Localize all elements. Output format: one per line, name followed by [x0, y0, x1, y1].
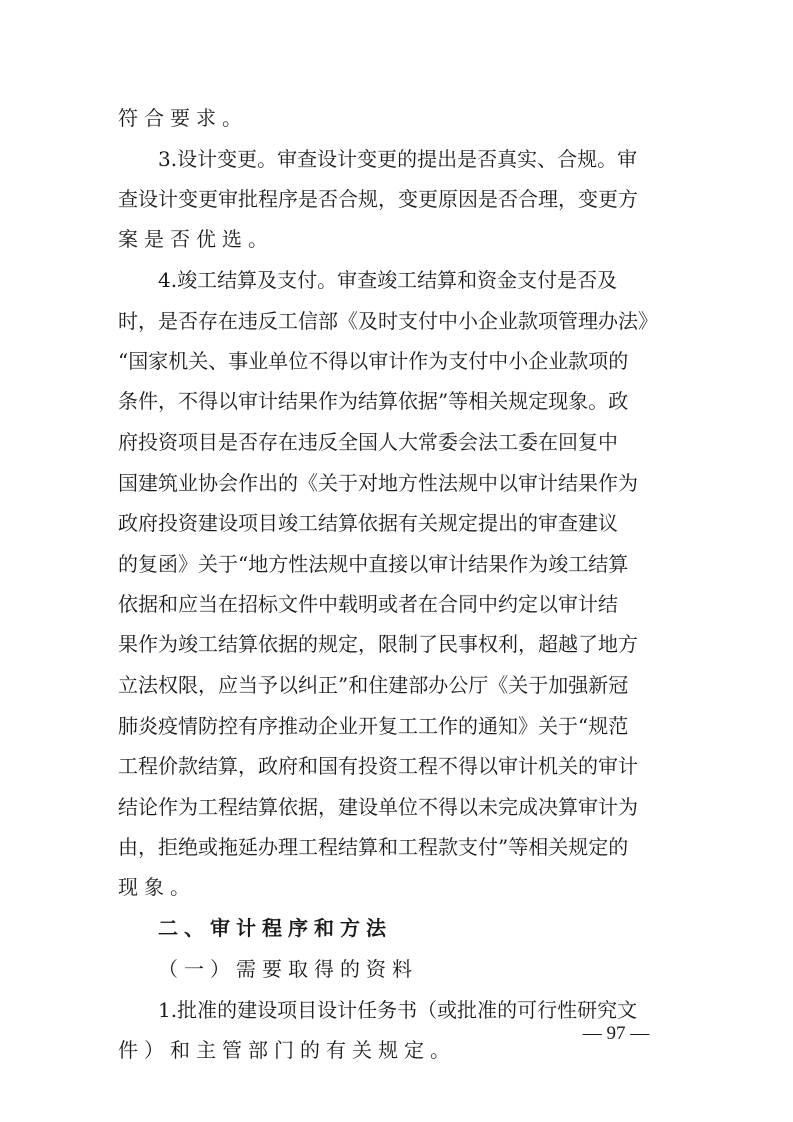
subsection-heading: （一）需要取得的资料: [158, 957, 418, 981]
paragraph-line: 现象。: [118, 875, 196, 899]
paragraph-line: “国家机关、事业单位不得以审计作为支付中小企业款项的: [118, 349, 629, 373]
paragraph-line: 查设计变更审批程序是否合规，变更原因是否合理，变更方: [118, 187, 638, 211]
paragraph-line: 的复函》关于“地方性法规中直接以审计结果作为竣工结算: [118, 552, 629, 576]
section-heading: 二、审计程序和方法: [158, 916, 392, 940]
paragraph-line: 果作为竣工结算依据的规定，限制了民事权利，超越了地方: [118, 632, 638, 656]
paragraph-line: 条件，不得以审计结果作为结算依据”等相关规定现象。政: [118, 389, 629, 413]
paragraph-line: 肺炎疫情防控有序推动企业开复工工作的通知》关于“规范: [118, 714, 629, 738]
paragraph-line: 3.设计变更。审查设计变更的提出是否真实、合规。审: [158, 147, 638, 171]
paragraph-line: 府投资项目是否存在违反全国人大常委会法工委在回复中: [118, 430, 618, 454]
paragraph-line: 案是否优选。: [118, 227, 274, 251]
paragraph-line: 国建筑业协会作出的《关于对地方性法规中以审计结果作为: [118, 471, 638, 495]
page-number: — 97 —: [582, 1023, 650, 1044]
paragraph-line: 4.竣工结算及支付。审查竣工结算和资金支付是否及: [158, 268, 618, 292]
paragraph-line: 1.批准的建设项目设计任务书（或批准的可行性研究文: [158, 998, 638, 1022]
paragraph-line: 依据和应当在招标文件中载明或者在合同中约定以审计结: [118, 592, 618, 616]
paragraph-line: 由，拒绝或拖延办理工程结算和工程款支付”等相关规定的: [118, 835, 629, 859]
paragraph-line: 结论作为工程结算依据，建设单位不得以未完成决算审计为: [118, 795, 638, 819]
paragraph-line: 工程价款结算，政府和国有投资工程不得以审计机关的审计: [118, 754, 638, 778]
paragraph-line: 符合要求。: [118, 106, 248, 130]
paragraph-line: 件）和主管部门的有关规定。: [118, 1038, 456, 1062]
paragraph-line: 时，是否存在违反工信部《及时支付中小企业款项管理办法》: [118, 309, 658, 333]
paragraph-line: 政府投资建设项目竣工结算依据有关规定提出的审查建议: [118, 511, 618, 535]
paragraph-line: 立法权限，应当予以纠正”和住建部办公厅《关于加强新冠: [118, 673, 629, 697]
